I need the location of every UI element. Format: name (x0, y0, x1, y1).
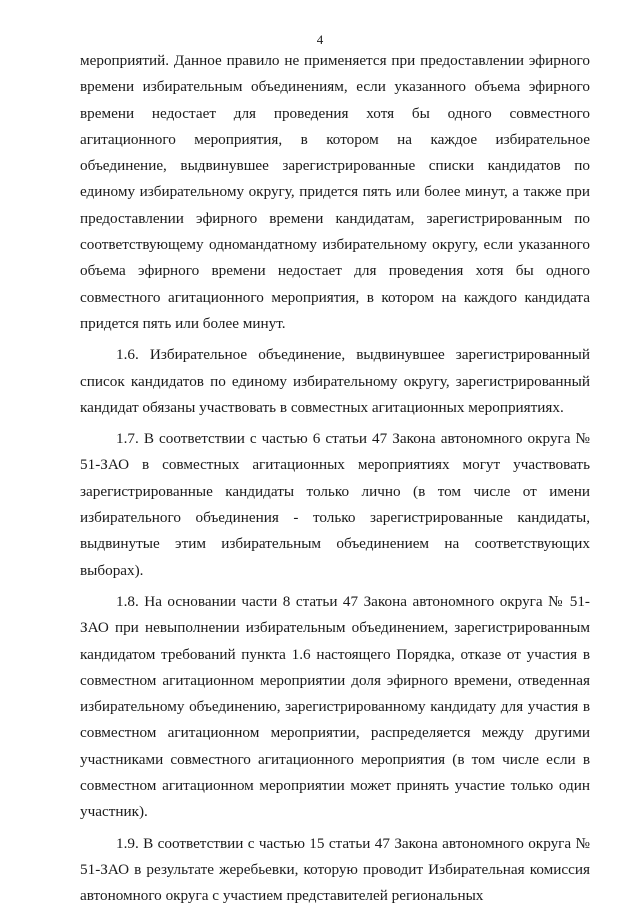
paragraph-1-7: 1.7. В соответствии с частью 6 статьи 47 Закона автономного округа № 51-ЗАО в совместных агитационных мероприятиях могут участвовать зарегистрированные кандидаты только лично (в том числе от имени избирательного объединения - только зарегистрированные кандидаты, выдвинутые этим избирательным объединением на соответствующих выборах). (80, 430, 590, 579)
paragraph-1-9: 1.9. В соответствии с частью 15 статьи 47 Закона автономного округа № 51-ЗАО в результате жеребьевки, которую проводит Избирательная комиссия автономного округа с участием представителей региональных (80, 834, 590, 905)
paragraph-continuation: мероприятий. Данное правило не применяется при предоставлении эфирного времени избирательным объединениям, если указанного объема эфирного времени недостает для проведения хотя бы одного совместного агитационного мероприятия, в котором на каждое избирательное объединение, выдвинувшее зарегистрированные списки кандидатов по единому избирательному округу, придется пять или более минут, а также при предоставлении эфирного времени кандидатам, зарегистрированным по соответствующему одномандатному избирательному округу, если указанного объема эфирного времени недостает для проведения хотя бы одного совместного агитационного мероприятия, в котором на каждого кандидата придется пять или более минут. (80, 52, 590, 332)
paragraph-1-8: 1.8. На основании части 8 статьи 47 Закона автономного округа № 51-ЗАО при невыполнении избирательным объединением, зарегистрированным кандидатом требований пункта 1.6 настоящего Порядка, отказе от участия в совместном агитационном мероприятии доля эфирного времени, отведенная избирательному объединению, зарегистрированному кандидату для участия в совместном агитационном мероприятии, распределяется между другими участниками совместного агитационного мероприятия (в том числе если в совместном агитационном мероприятии может принять участие только один участник). (80, 592, 590, 821)
page-number: 4 (316, 32, 324, 47)
paragraph-1-6: 1.6. Избирательное объединение, выдвинувшее зарегистрированный список кандидатов по единому избирательному округу, зарегистрированный кандидат обязаны участвовать в совместных агитационных мероприятиях. (80, 346, 590, 416)
document-body (80, 48, 590, 910)
